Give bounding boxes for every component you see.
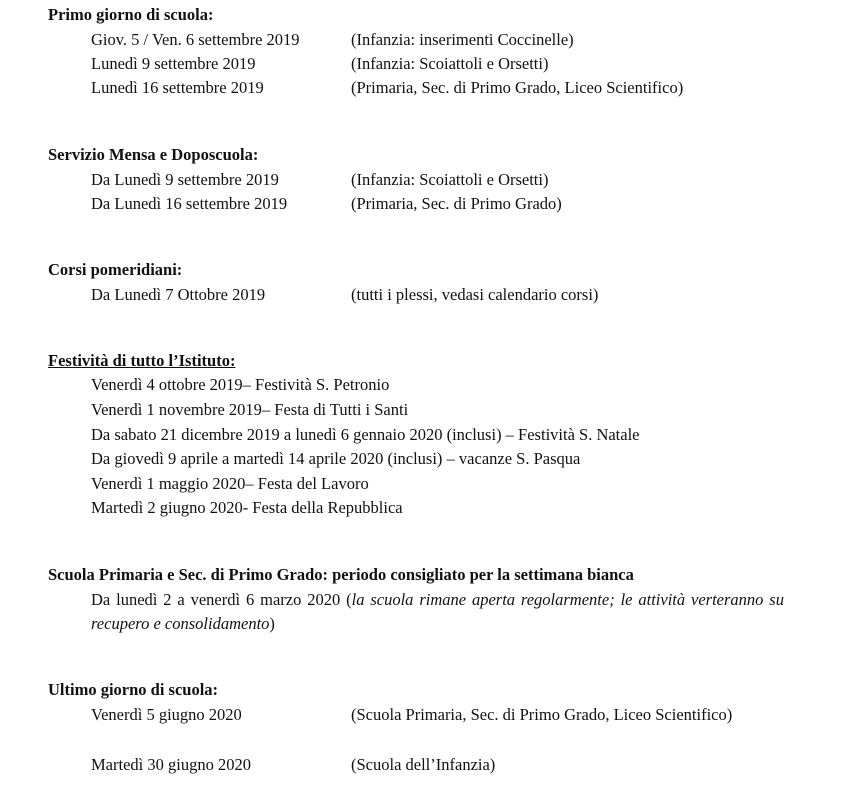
canteen-date-1: Da Lunedì 9 settembre 2019 xyxy=(91,170,279,189)
canteen-note-2: (Primaria, Sec. di Primo Grado) xyxy=(351,194,562,213)
holiday-item: Da giovedì 9 aprile a martedì 14 aprile 2020 (inclusi) – vacanze S. Pasqua xyxy=(91,449,581,468)
last-day-date-1: Venerdì 5 giugno 2020 xyxy=(91,705,242,724)
canteen-date-2: Da Lunedì 16 settembre 2019 xyxy=(91,194,288,213)
courses-note-1: (tutti i plessi, vedasi calendario corsi) xyxy=(351,285,599,304)
first-day-date-1: Giov. 5 / Ven. 6 settembre 2019 xyxy=(91,30,300,49)
canteen-heading: Servizio Mensa e Doposcuola: xyxy=(48,145,259,164)
first-day-note-3: (Primaria, Sec. di Primo Grado, Liceo Scientifico) xyxy=(351,78,684,97)
holiday-item: Venerdì 1 maggio 2020– Festa del Lavoro xyxy=(91,474,369,493)
holiday-item: Venerdì 1 novembre 2019– Festa di Tutti i Santi xyxy=(91,400,409,419)
first-day-heading: Primo giorno di scuola: xyxy=(48,5,214,24)
courses-date-1: Da Lunedì 7 Ottobre 2019 xyxy=(91,285,266,304)
first-day-note-1: (Infanzia: inserimenti Coccinelle) xyxy=(351,30,574,49)
first-day-note-2: (Infanzia: Scoiattoli e Orsetti) xyxy=(351,54,549,73)
white-week-italic-text: la scuola rimane aperta regolarmente; le attività verteranno su recupero e consolidamento xyxy=(91,590,784,633)
holiday-item: Da sabato 21 dicembre 2019 a lunedì 6 gennaio 2020 (inclusi) – Festività S. Natale xyxy=(91,425,640,444)
first-day-date-2: Lunedì 9 settembre 2019 xyxy=(91,54,256,73)
white-week-heading: Scuola Primaria e Sec. di Primo Grado: periodo consigliato per la settimana bianca xyxy=(48,565,634,584)
canteen-note-1: (Infanzia: Scoiattoli e Orsetti) xyxy=(351,170,549,189)
white-week-text: Da lunedì 2 a venerdì 6 marzo 2020 ( xyxy=(91,590,352,609)
last-day-note-1: (Scuola Primaria, Sec. di Primo Grado, Liceo Scientifico) xyxy=(351,705,733,724)
holiday-item: Martedì 2 giugno 2020- Festa della Repubblica xyxy=(91,498,403,517)
courses-heading: Corsi pomeridiani: xyxy=(48,260,183,279)
white-week-paragraph xyxy=(91,588,784,636)
last-day-heading: Ultimo giorno di scuola: xyxy=(48,680,219,699)
holidays-heading: Festività di tutto l’Istituto: xyxy=(48,351,236,370)
first-day-date-3: Lunedì 16 settembre 2019 xyxy=(91,78,264,97)
last-day-date-2: Martedì 30 giugno 2020 xyxy=(91,755,251,774)
white-week-text-end: ) xyxy=(269,614,275,633)
last-day-note-2: (Scuola dell’Infanzia) xyxy=(351,755,496,774)
holiday-item: Venerdì 4 ottobre 2019– Festività S. Petronio xyxy=(91,375,390,394)
